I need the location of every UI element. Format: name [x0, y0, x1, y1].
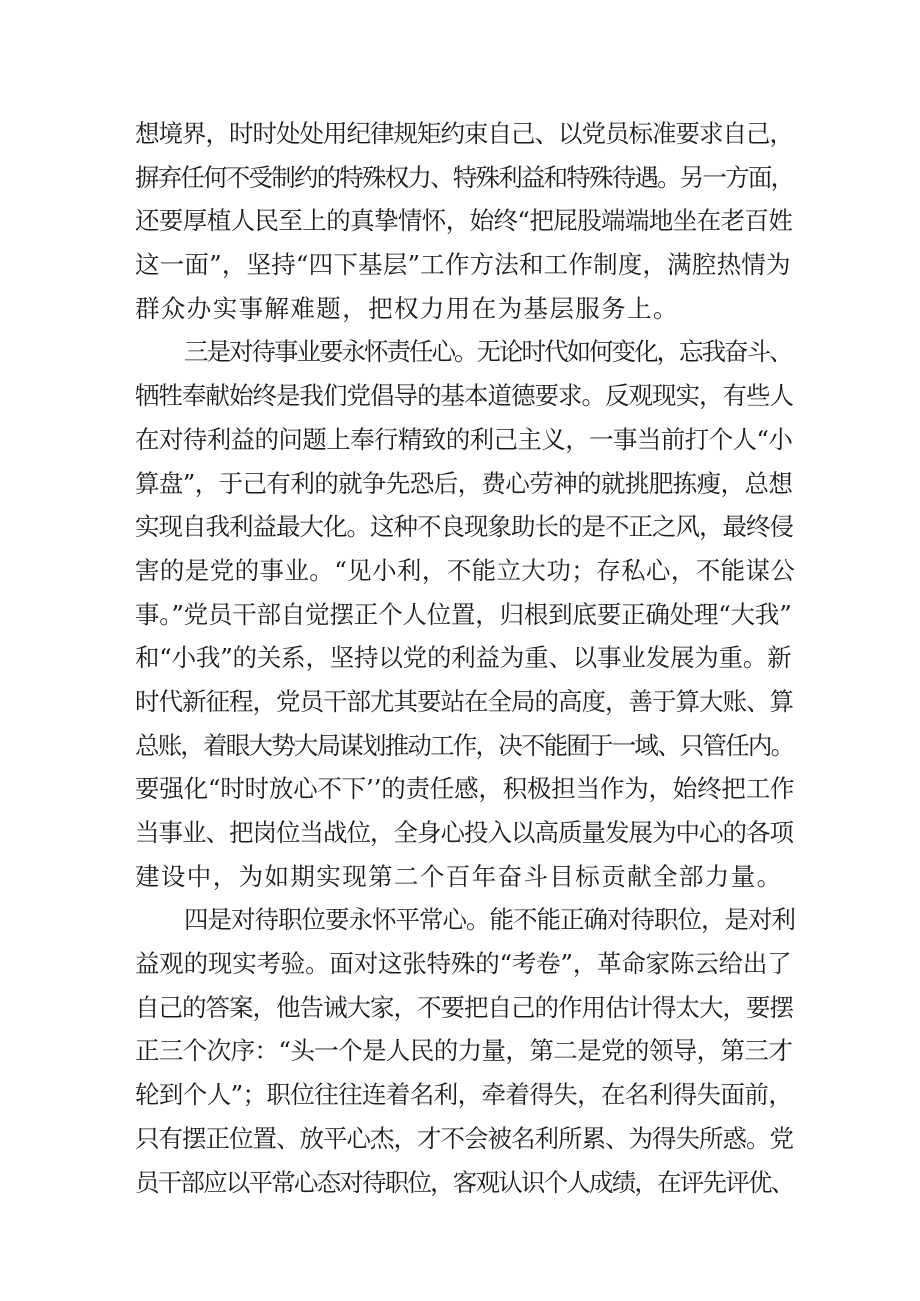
text-line: 益观的现实考验。面对这张特殊的“考卷”，革命家陈云给出了 [135, 949, 792, 979]
text-line: 牺牲奉献始终是我们党倡导的基本道德要求。反观现实，有些人 [135, 381, 793, 411]
text-line: 轮到个人”；职位往往连着名利，牵着得失，在名利得失面前， [135, 1080, 793, 1110]
text-line: 这一面”，坚持“四下基层”工作方法和工作制度，满腔热情为 [135, 250, 791, 280]
text-line: 和“小我”的关系，坚持以党的利益为重、以事业发展为重。新 [135, 643, 792, 673]
body-text [135, 112, 795, 1204]
text-line: 员干部应以平常心态对待职位，客观认识个人成绩，在评先评优、 [135, 1167, 794, 1197]
text-line: 建设中，为如期实现第二个百年奋斗目标贡献全部力量。 [135, 861, 783, 891]
text-line: 事。”党员干部自觉摆正个人位置，归根到底要正确处理“大我” [135, 599, 792, 629]
text-line: 正三个次序：“头一个是人民的力量，第二是党的领导，第三才 [135, 1036, 793, 1066]
text-line: 实现自我利益最大化。这种不良现象助长的是不正之风，最终侵 [135, 512, 793, 542]
text-line: 算盘”，于己有利的就争先恐后，费心劳神的就挑肥拣瘦，总想 [135, 468, 793, 498]
text-line: 时代新征程，党员干部尤其要站在全局的高度，善于算大账、算 [135, 686, 793, 716]
text-line: 害的是党的事业。“见小利，不能立大功；存私心，不能谋公 [135, 555, 796, 585]
text-line: 四是对待职位要永怀平常心。能不能正确对待职位，是对利 [184, 905, 795, 935]
text-line: 群众办实事解难题，把权力用在为基层服务上。 [135, 293, 679, 323]
text-line: 总账，着眼大势大局谋划推动工作，决不能囿于一域、只管任内。 [135, 730, 794, 760]
text-line: 摒弃任何不受制约的特殊权力、特殊利益和特殊待遇。另一方面， [135, 162, 794, 192]
text-line: 只有摆正位置、放平心杰，才不会被名利所累、为得失所惑。党 [135, 1123, 793, 1153]
text-line: 当事业、把岗位当战位，全身心投入以高质量发展为中心的各项 [135, 818, 793, 847]
text-line: 三是对待事业要永怀责任心。无论时代如何变化，忘我奋斗、 [184, 337, 792, 367]
text-line: 还要厚植人民至上的真挚情怀，始终“把屁股端端地坐在老百姓 [135, 206, 793, 236]
text-line: 自己的答案，他告诫大家，不要把自己的作用估计得太大，要摆 [135, 992, 793, 1022]
text-line: 想境界，时时处处用纪律规矩约束自己、以党员标准要求自己， [135, 119, 793, 148]
text-line: 要强化“时时放心不下’’的责任感，积极担当作为，始终把工作 [135, 774, 795, 804]
text-line: 在对待利益的问题上奉行精致的利己主义，一事当前打个人“小 [135, 424, 793, 454]
